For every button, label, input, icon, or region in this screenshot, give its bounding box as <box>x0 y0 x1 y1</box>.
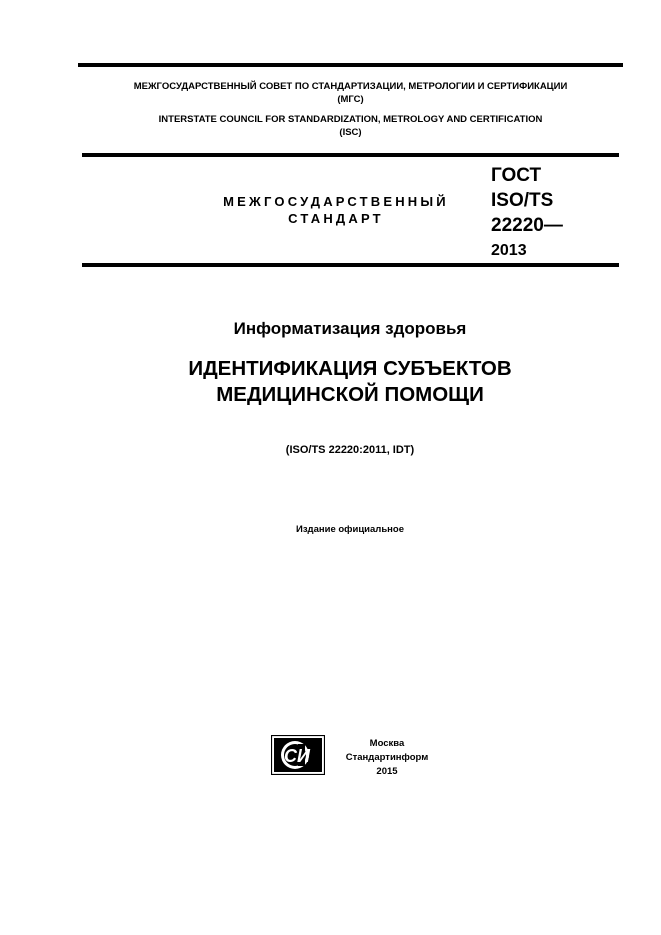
council-ru-block <box>78 80 623 106</box>
council-en-name: INTERSTATE COUNCIL FOR STANDARDIZATION, METROLOGY AND CERTIFICATION <box>158 114 543 125</box>
imprint-city: Москва <box>369 738 405 749</box>
council-ru-abbr: (МГС) <box>337 94 364 105</box>
document-title-line1: ИДЕНТИФИКАЦИЯ СУБЪЕКТОВ <box>188 357 512 380</box>
designation-line3: 22220— <box>491 215 563 236</box>
bottom-rule <box>82 263 619 267</box>
standard-type-line1: МЕЖГОСУДАРСТВЕННЫЙ <box>223 194 449 209</box>
imprint-year: 2015 <box>376 766 398 777</box>
designation-line2: ISO/TS <box>491 190 554 211</box>
document-title-line2: МЕДИЦИНСКОЙ ПОМОЩИ <box>216 383 484 406</box>
standartinform-logo-icon <box>271 735 325 775</box>
standard-designation <box>491 163 563 238</box>
designation-line1: ГОСТ <box>491 165 542 186</box>
svg-text:СИ: СИ <box>284 746 310 766</box>
imprint-publisher: Стандартинформ <box>345 752 429 763</box>
top-rule <box>78 63 623 67</box>
edition-note: Издание официальное <box>296 524 404 535</box>
council-en-block <box>78 113 623 139</box>
designation-year: 2013 <box>491 242 527 259</box>
document-subject: Информатизация здоровья <box>233 319 467 338</box>
council-en-abbr: (ISC) <box>339 127 362 138</box>
iso-reference: (ISO/TS 22220:2011, IDT) <box>285 444 415 456</box>
council-ru-name: МЕЖГОСУДАРСТВЕННЫЙ СОВЕТ ПО СТАНДАРТИЗАЦИИ, МЕТРОЛОГИИ И СЕРТИФИКАЦИИ <box>133 81 568 92</box>
middle-rule <box>82 153 619 157</box>
standard-type-line2: СТАНДАРТ <box>288 211 384 226</box>
